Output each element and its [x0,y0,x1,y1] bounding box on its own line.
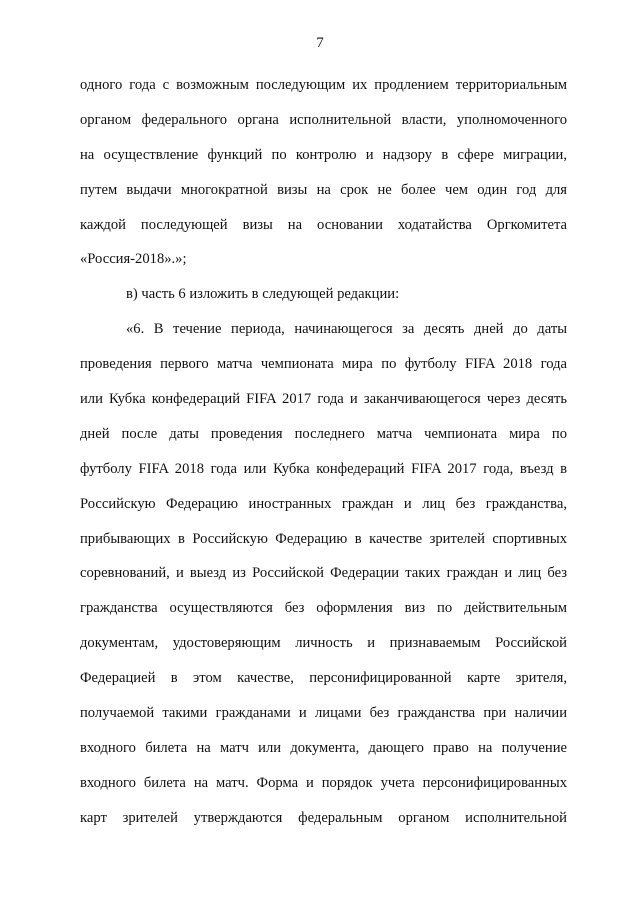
text-line: футболу FIFA 2018 года или Кубка конфедераций FIFA 2017 года, въезд в [80,460,567,477]
text-line: на осуществление функций по контролю и надзору в сфере миграции, [80,146,567,163]
text-line: документам, удостоверяющим личность и признаваемым Российской [80,635,567,652]
text-line: или Кубка конфедераций FIFA 2017 года и заканчивающегося через десять [80,391,567,408]
text-line: Федерацией в этом качестве, персонифицированной карте зрителя, [80,670,567,687]
text-line: прибывающих в Российскую Федерацию в качестве зрителей спортивных [80,530,567,547]
text-line: карт зрителей утверждаются федеральным органом исполнительной [80,809,567,826]
text-line: путем выдачи многократной визы на срок не более чем один год для [80,181,567,198]
page-number: 7 [316,35,324,51]
text-line: входного билета на матч. Форма и порядок учета персонифицированных [80,774,567,791]
text-line: дней после даты проведения последнего матча чемпионата мира по [80,425,567,442]
text-line: входного билета на матч или документа, дающего право на получение [80,739,567,756]
text-line: каждой последующей визы на основании ходатайства Оргкомитета [80,216,567,233]
document-body [80,68,567,836]
text-line: получаемой такими гражданами и лицами без гражданства при наличии [80,705,567,722]
text-line-paragraph-start: в) часть 6 изложить в следующей редакции: [126,286,400,303]
text-line: «Россия-2018».»; [80,251,187,268]
text-line-paragraph-start: «6. В течение периода, начинающегося за десять дней до даты [126,321,567,338]
text-line: соревнований, и выезд из Российской Федерации таких граждан и лиц без [80,565,567,582]
text-line: Российскую Федерацию иностранных граждан и лиц без гражданства, [80,495,567,512]
text-line: гражданства осуществляются без оформления виз по действительным [80,600,567,617]
text-line: одного года с возможным последующим их продлением территориальным [80,77,567,93]
text-line: проведения первого матча чемпионата мира по футболу FIFA 2018 года [80,356,567,373]
text-line: органом федерального органа исполнительной власти, уполномоченного [80,111,567,128]
